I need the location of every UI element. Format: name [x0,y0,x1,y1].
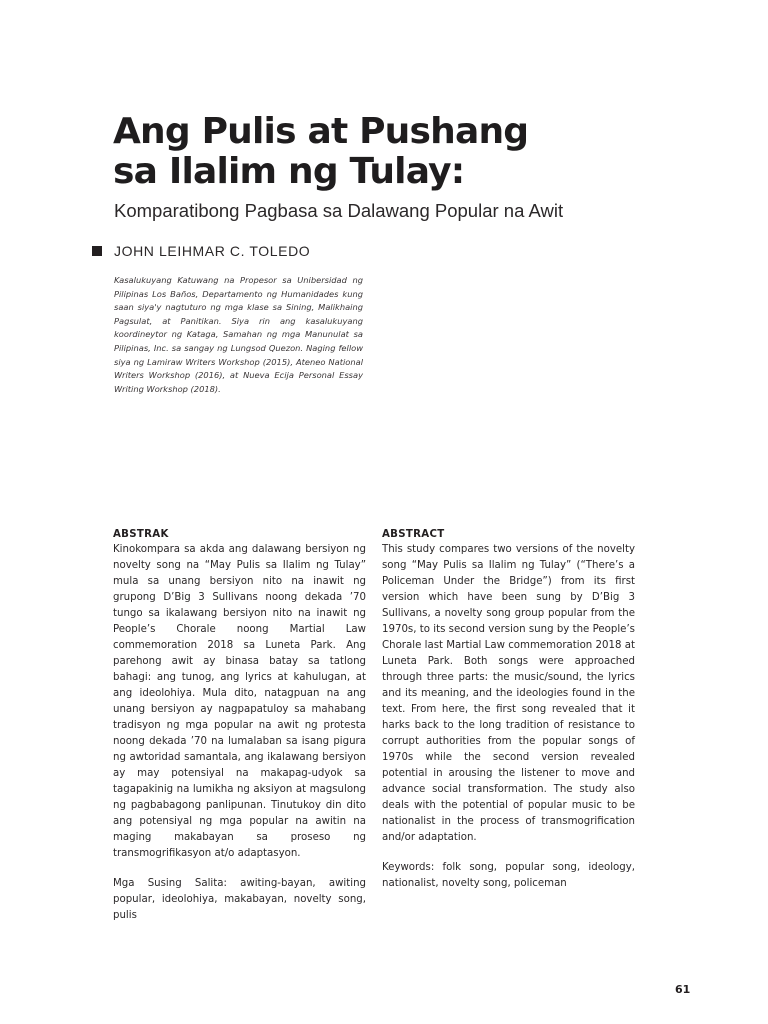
page-number: 61 [675,983,691,996]
author-line [92,241,310,261]
title-line-1: Ang Pulis at Pushang [113,111,529,152]
author-name: JOHN LEIHMAR C. TOLEDO [114,243,311,259]
author-bullet-square [92,246,102,256]
abstract-keywords: Keywords: folk song, popular song, ideology, nationalist, novelty song, policeman [382,862,635,889]
article-title [113,112,673,192]
author-bio: Kasalukuyang Katuwang na Propesor sa Unibersidad ng Pilipinas Los Baños, Departamento ng Humanidades kung saan siya'y nagtuturo ng mga klase sa Sining, Malikhaing Pagsulat, at Panitikan. Siya rin ang kasalukuyang koordineytor ng Kataga, Samahan ng mga Manunulat sa Pilipinas, Inc. sa sangay ng Lungsod Quezon. Naging fellow siya ng Lamiraw Writers Workshop (2015), Ateneo National Writers Workshop (2016), at Nueva Ecija Personal Essay Writing Workshop (2018). [114,275,363,394]
title-line-2: sa Ilalim ng Tulay: [113,151,465,192]
abstract-body: This study compares two versions of the novelty song “May Pulis sa Ilalim ng Tulay” (“There’s a Policeman Under the Bridge”) from its first version which have been sung by D’Big 3 Sullivans, a novelty song group popular from the 1970s, to its second version sung by the People’s Chorale last Martial Law commemoration 2018 at Luneta Park. Both songs were approached through three parts: the music/sound, the lyrics and its meaning, and the ideologies found in the text. From here, the first song revealed that it harks back to the long tradition of resistance to corrupt authorities from the popular songs of 1970s while the second version revealed potential in arousing the listener to move and advance social transformation. The study also deals with the potential of popular music to be nationalist in the process of transmogrification and/or adaptation. [382,544,635,843]
abstrak-column [113,528,366,924]
abstrak-keywords: Mga Susing Salita: awiting-bayan, awiting popular, ideolohiya, makabayan, novelty song, pulis [113,878,366,921]
abstract-column [382,528,635,892]
article-subtitle: Komparatibong Pagbasa sa Dalawang Popular na Awit [114,200,564,221]
abstrak-heading: ABSTRAK [113,529,169,540]
abstract-heading: ABSTRACT [382,529,445,540]
abstrak-body: Kinokompara sa akda ang dalawang bersiyon ng novelty song na “May Pulis sa Ilalim ng Tulay” mula sa unang bersiyon nito na inawit ng grupong D’Big 3 Sullivans noong dekada ’70 tungo sa ikalawang bersiyon nito na inawit ng People’s Chorale noong Martial Law commemoration 2018 sa Luneta Park. Ang parehong awit ay binasa batay sa tatlong bahagi: ang tunog, ang lyrics at kahulugan, at ang ideolohiya. Mula dito, natagpuan na ang unang bersiyon ay nagpapatuloy sa mahabang tradisyon ng mga popular na awit ng protesta noong dekada ’70 na lumalaban sa isang pigura ng awtoridad samantala, ang ikalawang bersiyon ay may potensiyal na makapag-udyok sa tagapakinig na lumikha ng aksiyon at magsulong ng pagbabagong panlipunan. Tinutukoy din dito ang potensiyal ng mga popular na awitin na maging makabayan sa proseso ng transmogrifikasyon at/o adaptasyon. [113,544,366,859]
